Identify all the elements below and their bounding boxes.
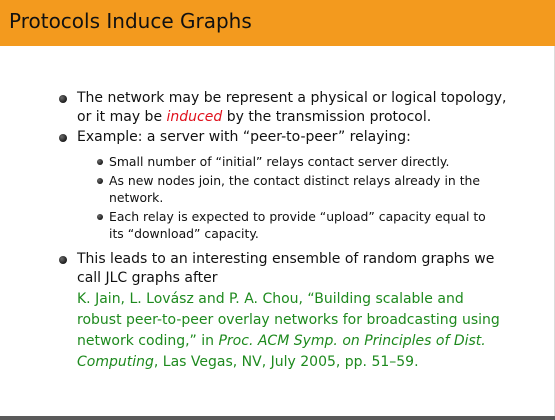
bullet-3-line-2 bbox=[77, 269, 218, 288]
citation-line-1 bbox=[77, 290, 464, 309]
bullet-marker bbox=[59, 95, 67, 103]
venue: Proc. ACM Symp. on Principles of Dist. bbox=[218, 333, 486, 349]
title-bar bbox=[0, 0, 555, 46]
author-initial: L. L bbox=[129, 291, 154, 307]
sub-bullet-1 bbox=[109, 153, 449, 170]
author-initial: K. J bbox=[77, 291, 100, 307]
bullet-2-line bbox=[77, 128, 411, 147]
text: network. bbox=[109, 190, 164, 205]
emphasis-induced: induced bbox=[166, 109, 223, 125]
text: call JLC graphs after bbox=[77, 270, 218, 286]
text: or it may be bbox=[77, 109, 167, 125]
slide-title: Protocols Induce Graphs bbox=[9, 9, 252, 33]
sub-bullet-marker bbox=[97, 214, 103, 220]
text: robust peer-to-peer overlay networks for broadcasting using bbox=[77, 312, 500, 328]
bullet-1-line-1 bbox=[77, 89, 507, 108]
text: network coding,” in bbox=[77, 333, 219, 349]
text: Each relay is expected to provide “upload” capacity equal to bbox=[109, 209, 486, 224]
text: its “download” capacity. bbox=[109, 226, 259, 241]
bottom-rule bbox=[0, 416, 555, 420]
text: As new nodes join, the contact distinct relays already in the bbox=[109, 173, 481, 188]
sub-bullet-marker bbox=[97, 178, 103, 184]
text: This leads to an interesting ensemble of random graphs we bbox=[77, 251, 495, 267]
sub-bullet-2-line-2 bbox=[109, 189, 163, 206]
venue: Computing bbox=[77, 354, 154, 370]
sub-bullet-2-line-1 bbox=[109, 172, 480, 189]
text: ovász and bbox=[153, 291, 230, 307]
sub-bullet-3-line-1 bbox=[109, 208, 486, 225]
sub-bullet-marker bbox=[97, 159, 103, 165]
text: ain, bbox=[99, 291, 130, 307]
text: Small number of “initial” relays contact server directly. bbox=[109, 154, 450, 169]
citation-line-3 bbox=[77, 332, 486, 351]
text: , Las Vegas, NV, July 2005, pp. 51–59. bbox=[153, 354, 419, 370]
bullet-1-line-2 bbox=[77, 108, 431, 127]
bullet-3-line-1 bbox=[77, 250, 494, 269]
text: The network may be represent a physical or logical topology, bbox=[77, 90, 507, 106]
text: hou, “Building scalable and bbox=[272, 291, 464, 307]
text: by the transmission protocol. bbox=[222, 109, 432, 125]
sub-bullet-3-line-2 bbox=[109, 225, 259, 242]
bullet-marker bbox=[59, 256, 67, 264]
author-initial: P. A. C bbox=[229, 291, 273, 307]
text: Example: a server with “peer-to-peer” relaying: bbox=[77, 129, 411, 145]
bullet-marker bbox=[59, 134, 67, 142]
citation-line-2 bbox=[77, 311, 500, 330]
citation-line-4 bbox=[77, 353, 419, 372]
